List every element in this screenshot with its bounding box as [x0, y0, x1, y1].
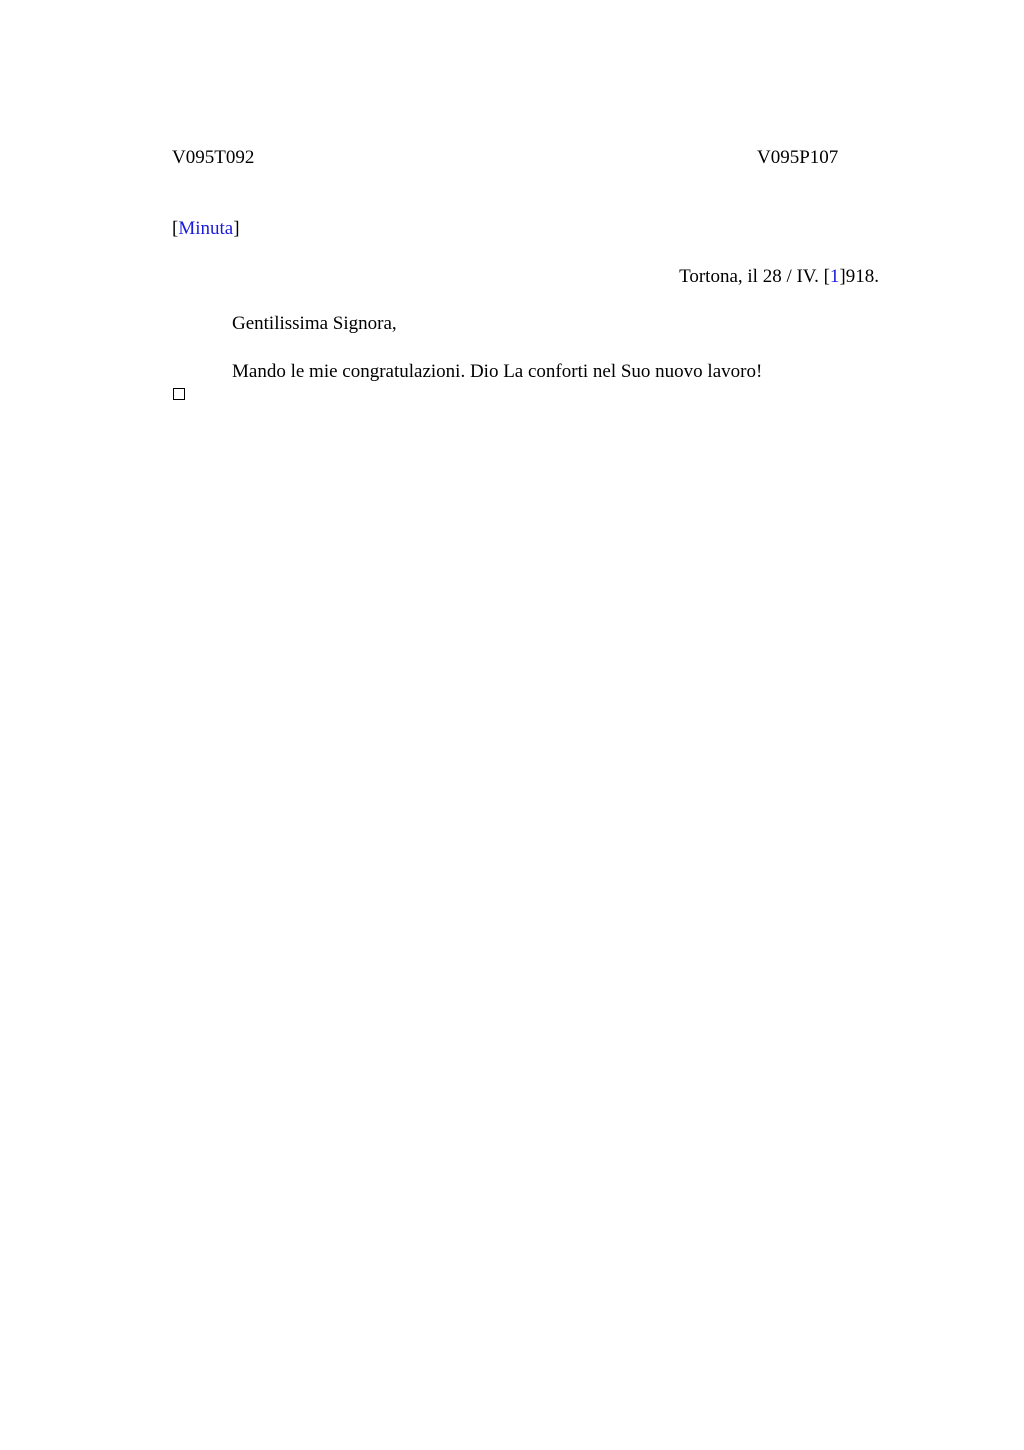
letter-salutation: Gentilissima Signora, [232, 313, 397, 334]
empty-square-icon [173, 388, 185, 400]
date-inserted-digit: 1 [829, 266, 840, 287]
date-prefix: Tortona, il 28 / IV. [ [679, 266, 830, 287]
document-code-right: V095P107 [757, 147, 839, 168]
document-type-line [172, 218, 240, 241]
document-type-label: Minuta [178, 218, 234, 239]
date-suffix: ]918. [839, 266, 879, 287]
document-type-open-bracket: [ [172, 218, 179, 239]
document-type-close-bracket: ] [233, 218, 240, 239]
letter-body: Mando le mie congratulazioni. Dio La conforti nel Suo nuovo lavoro! [232, 361, 763, 382]
date-line [679, 266, 879, 289]
document-code-left: V095T092 [172, 147, 255, 168]
